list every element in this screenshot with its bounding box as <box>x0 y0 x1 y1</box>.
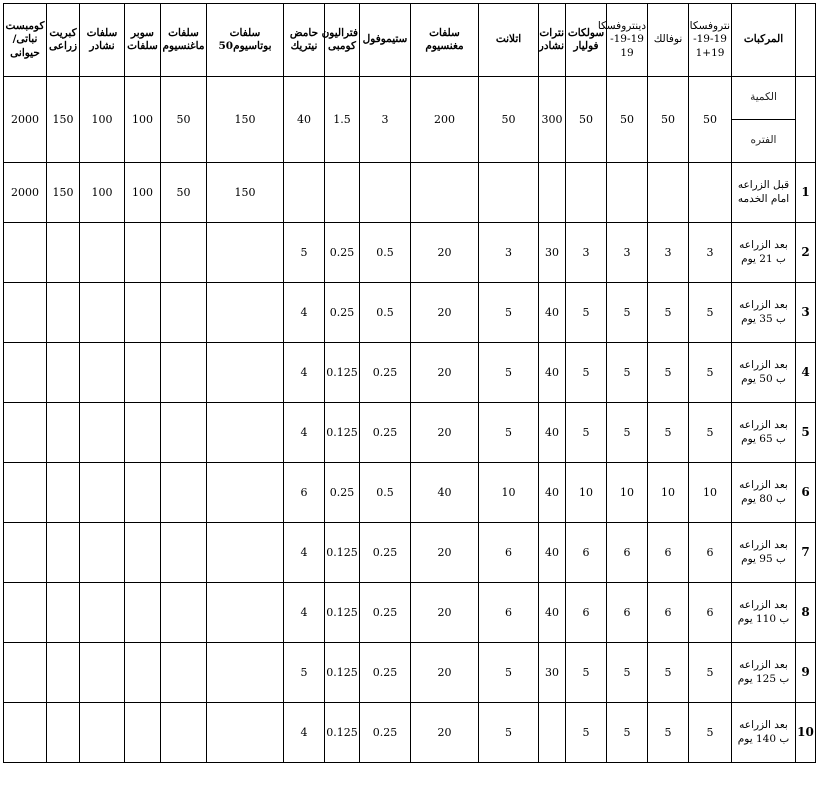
value-cell: 5 <box>689 403 732 463</box>
value-cell: 5 <box>479 703 539 763</box>
quantity-cell: 50 <box>479 77 539 163</box>
value-cell: 5 <box>689 643 732 703</box>
quantity-row <box>4 77 816 120</box>
stage-cell: بعد الزراعه ب 95 يوم <box>732 523 796 583</box>
value-cell: 150 <box>207 163 284 223</box>
value-cell: 40 <box>539 343 566 403</box>
value-cell: 5 <box>607 703 648 763</box>
value-cell: 0.5 <box>360 283 411 343</box>
value-cell <box>161 403 207 463</box>
column-header: اتلانت <box>479 4 539 77</box>
value-cell <box>360 163 411 223</box>
quantity-cell: 50 <box>161 77 207 163</box>
value-cell: 2000 <box>4 163 47 223</box>
value-cell <box>207 223 284 283</box>
value-cell: 5 <box>284 643 325 703</box>
value-cell: 0.25 <box>325 223 360 283</box>
value-cell: 0.25 <box>360 583 411 643</box>
value-cell <box>47 223 80 283</box>
value-cell <box>284 163 325 223</box>
value-cell: 20 <box>411 643 479 703</box>
value-cell <box>4 703 47 763</box>
value-cell: 5 <box>479 343 539 403</box>
column-header: سلفات ماغنسيوم <box>161 4 207 77</box>
value-cell <box>566 163 607 223</box>
value-cell <box>325 163 360 223</box>
value-cell: 40 <box>411 463 479 523</box>
value-cell <box>161 223 207 283</box>
value-cell: 20 <box>411 223 479 283</box>
value-cell: 5 <box>284 223 325 283</box>
value-cell <box>411 163 479 223</box>
value-cell: 5 <box>648 643 689 703</box>
value-cell: 4 <box>284 343 325 403</box>
value-cell <box>161 703 207 763</box>
value-cell <box>4 463 47 523</box>
table-row <box>4 283 816 343</box>
value-cell: 50 <box>161 163 207 223</box>
quantity-cell: 50 <box>566 77 607 163</box>
value-cell: 0.125 <box>325 703 360 763</box>
table-row <box>4 403 816 463</box>
value-cell: 10 <box>479 463 539 523</box>
value-cell: 20 <box>411 403 479 463</box>
value-cell <box>207 523 284 583</box>
value-cell: 0.125 <box>325 403 360 463</box>
value-cell: 40 <box>539 283 566 343</box>
value-cell <box>207 343 284 403</box>
value-cell <box>47 403 80 463</box>
value-cell <box>80 343 125 403</box>
value-cell: 5 <box>689 343 732 403</box>
value-cell: 6 <box>648 523 689 583</box>
value-cell <box>47 463 80 523</box>
value-cell: 6 <box>284 463 325 523</box>
value-cell: 4 <box>284 523 325 583</box>
value-cell <box>125 463 161 523</box>
row-number: 6 <box>796 463 816 523</box>
value-cell: 5 <box>479 643 539 703</box>
value-cell <box>80 583 125 643</box>
stage-cell: بعد الزراعه ب 21 يوم <box>732 223 796 283</box>
quantity-cell: 100 <box>125 77 161 163</box>
row-number: 1 <box>796 163 816 223</box>
value-cell: 5 <box>648 703 689 763</box>
value-cell: 20 <box>411 523 479 583</box>
period-label: الفتره <box>732 120 796 163</box>
value-cell: 0.25 <box>360 643 411 703</box>
row-number: 4 <box>796 343 816 403</box>
value-cell <box>161 343 207 403</box>
value-cell: 5 <box>689 283 732 343</box>
value-cell: 10 <box>689 463 732 523</box>
value-cell: 10 <box>566 463 607 523</box>
row-number: 9 <box>796 643 816 703</box>
stage-cell: بعد الزراعه ب 80 يوم <box>732 463 796 523</box>
value-cell: 6 <box>648 583 689 643</box>
value-cell: 5 <box>607 343 648 403</box>
value-cell: 40 <box>539 523 566 583</box>
value-cell <box>125 343 161 403</box>
value-cell: 100 <box>125 163 161 223</box>
value-cell <box>125 223 161 283</box>
quantity-cell: 200 <box>411 77 479 163</box>
quantity-cell: 2000 <box>4 77 47 163</box>
value-cell: 150 <box>47 163 80 223</box>
table-row <box>4 463 816 523</box>
table-row <box>4 703 816 763</box>
value-cell: 0.125 <box>325 583 360 643</box>
value-cell: 20 <box>411 583 479 643</box>
value-cell <box>539 163 566 223</box>
value-cell: 0.25 <box>325 283 360 343</box>
stage-cell: بعد الزراعه ب 65 يوم <box>732 403 796 463</box>
value-cell: 6 <box>566 583 607 643</box>
row-number: 10 <box>796 703 816 763</box>
value-cell: 0.125 <box>325 343 360 403</box>
value-cell <box>689 163 732 223</box>
value-cell: 3 <box>566 223 607 283</box>
value-cell <box>125 283 161 343</box>
value-cell <box>125 523 161 583</box>
header-row <box>4 4 816 77</box>
value-cell <box>47 703 80 763</box>
column-header: كومبست نباتى/ حيوانى <box>4 4 47 77</box>
value-cell <box>207 643 284 703</box>
value-cell <box>47 343 80 403</box>
quantity-cell: 40 <box>284 77 325 163</box>
value-cell <box>4 403 47 463</box>
value-cell <box>80 283 125 343</box>
value-cell: 0.125 <box>325 523 360 583</box>
column-header: سلفات نشادر <box>80 4 125 77</box>
quantity-cell: 3 <box>360 77 411 163</box>
quantity-cell: 50 <box>689 77 732 163</box>
row-number-header <box>796 4 816 77</box>
value-cell <box>161 523 207 583</box>
stage-cell: بعد الزراعه ب 140 يوم <box>732 703 796 763</box>
value-cell: 5 <box>566 283 607 343</box>
value-cell: 5 <box>479 403 539 463</box>
value-cell: 6 <box>566 523 607 583</box>
value-cell: 4 <box>284 583 325 643</box>
value-cell: 20 <box>411 703 479 763</box>
value-cell <box>207 283 284 343</box>
column-header: فتراليون كومبى <box>325 4 360 77</box>
table-row <box>4 343 816 403</box>
value-cell: 6 <box>689 583 732 643</box>
value-cell: 3 <box>648 223 689 283</box>
value-cell: 4 <box>284 283 325 343</box>
value-cell: 0.125 <box>325 643 360 703</box>
quantity-cell: 50 <box>648 77 689 163</box>
value-cell: 3 <box>689 223 732 283</box>
value-cell: 5 <box>689 703 732 763</box>
table-row <box>4 583 816 643</box>
value-cell: 6 <box>689 523 732 583</box>
value-cell: 0.5 <box>360 223 411 283</box>
column-header: نتروفسكا 19-19-19+1 <box>689 4 732 77</box>
value-cell: 6 <box>479 583 539 643</box>
value-cell: 100 <box>80 163 125 223</box>
value-cell <box>161 283 207 343</box>
quantity-cell: 150 <box>207 77 284 163</box>
value-cell <box>4 643 47 703</box>
value-cell: 0.25 <box>325 463 360 523</box>
value-cell <box>161 463 207 523</box>
value-cell: 40 <box>539 403 566 463</box>
value-cell: 4 <box>284 403 325 463</box>
value-cell: 5 <box>607 283 648 343</box>
value-cell: 6 <box>607 583 648 643</box>
column-header: سوبر سلفات <box>125 4 161 77</box>
stage-cell: بعد الزراعه ب 50 يوم <box>732 343 796 403</box>
stage-cell: بعد الزراعه ب 125 يوم <box>732 643 796 703</box>
value-cell: 5 <box>648 343 689 403</box>
value-cell: 6 <box>607 523 648 583</box>
quantity-cell: 300 <box>539 77 566 163</box>
row-number: 2 <box>796 223 816 283</box>
value-cell <box>47 283 80 343</box>
value-cell <box>125 703 161 763</box>
value-cell: 5 <box>648 283 689 343</box>
value-cell: 5 <box>607 403 648 463</box>
table-row <box>4 643 816 703</box>
value-cell: 30 <box>539 643 566 703</box>
row-number: 5 <box>796 403 816 463</box>
value-cell <box>207 403 284 463</box>
row-number: 3 <box>796 283 816 343</box>
value-cell: 5 <box>648 403 689 463</box>
value-cell: 30 <box>539 223 566 283</box>
value-cell: 20 <box>411 283 479 343</box>
value-cell <box>125 643 161 703</box>
value-cell <box>125 403 161 463</box>
value-cell: 5 <box>566 343 607 403</box>
column-header: دينتروفسكا 19-19-19 <box>607 4 648 77</box>
value-cell <box>161 643 207 703</box>
column-header: ستيموفول <box>360 4 411 77</box>
value-cell <box>4 283 47 343</box>
fertilization-schedule-table <box>3 3 816 763</box>
value-cell <box>80 643 125 703</box>
stage-cell: بعد الزراعه ب 35 يوم <box>732 283 796 343</box>
value-cell <box>80 403 125 463</box>
value-cell <box>207 463 284 523</box>
value-cell <box>47 583 80 643</box>
value-cell: 4 <box>284 703 325 763</box>
column-header: نوفالك <box>648 4 689 77</box>
value-cell: 0.5 <box>360 463 411 523</box>
value-cell <box>539 703 566 763</box>
value-cell <box>4 223 47 283</box>
value-cell: 6 <box>479 523 539 583</box>
value-cell <box>4 343 47 403</box>
value-cell <box>80 703 125 763</box>
value-cell <box>4 523 47 583</box>
stage-cell: بعد الزراعه ب 110 يوم <box>732 583 796 643</box>
row-number-cell <box>796 77 816 163</box>
value-cell <box>207 703 284 763</box>
value-cell <box>80 463 125 523</box>
value-cell <box>161 583 207 643</box>
value-cell <box>4 583 47 643</box>
value-cell <box>479 163 539 223</box>
value-cell <box>80 523 125 583</box>
value-cell: 5 <box>479 283 539 343</box>
value-cell: 0.25 <box>360 703 411 763</box>
value-cell: 20 <box>411 343 479 403</box>
value-cell: 5 <box>566 403 607 463</box>
column-header: نترات نشادر <box>539 4 566 77</box>
column-header: كبريت زراعى <box>47 4 80 77</box>
value-cell: 3 <box>479 223 539 283</box>
column-header: سلفات بوتاسيوم50 <box>207 4 284 77</box>
value-cell: 5 <box>566 703 607 763</box>
compounds-header: المركبات <box>732 4 796 77</box>
quantity-cell: 1.5 <box>325 77 360 163</box>
value-cell <box>125 583 161 643</box>
table-row <box>4 523 816 583</box>
column-header: حامض نيتريك <box>284 4 325 77</box>
row-number: 7 <box>796 523 816 583</box>
value-cell <box>648 163 689 223</box>
value-cell: 3 <box>607 223 648 283</box>
stage-cell: قبل الزراعه امام الخدمه <box>732 163 796 223</box>
table-row <box>4 163 816 223</box>
value-cell <box>80 223 125 283</box>
value-cell <box>47 523 80 583</box>
value-cell <box>47 643 80 703</box>
quantity-cell: 100 <box>80 77 125 163</box>
value-cell: 10 <box>607 463 648 523</box>
value-cell: 5 <box>566 643 607 703</box>
row-number: 8 <box>796 583 816 643</box>
value-cell: 5 <box>607 643 648 703</box>
value-cell <box>607 163 648 223</box>
quantity-label: الكمية <box>732 77 796 120</box>
value-cell: 40 <box>539 463 566 523</box>
value-cell: 0.25 <box>360 403 411 463</box>
value-cell <box>207 583 284 643</box>
value-cell: 0.25 <box>360 343 411 403</box>
quantity-cell: 150 <box>47 77 80 163</box>
value-cell: 0.25 <box>360 523 411 583</box>
table-row <box>4 223 816 283</box>
column-header: سولكات فوليار <box>566 4 607 77</box>
column-header: سلفات مغنسيوم <box>411 4 479 77</box>
quantity-cell: 50 <box>607 77 648 163</box>
value-cell: 40 <box>539 583 566 643</box>
value-cell: 10 <box>648 463 689 523</box>
